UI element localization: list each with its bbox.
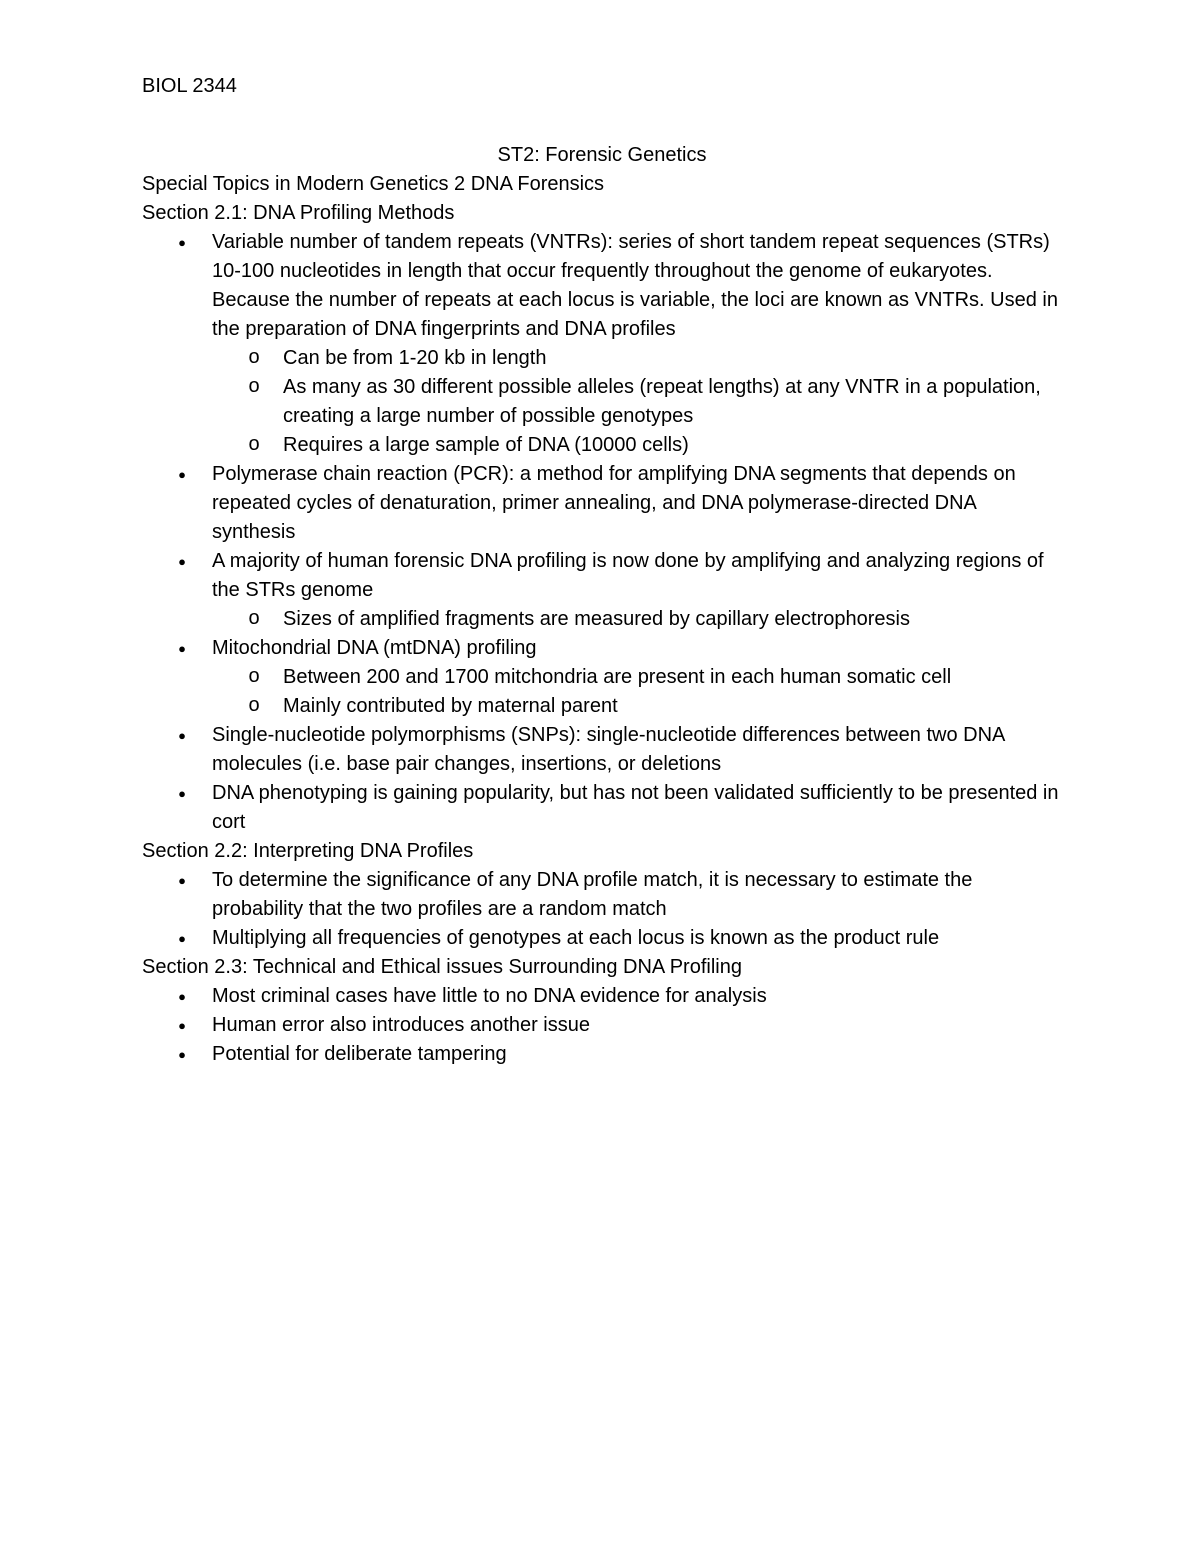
list-item-text: Variable number of tandem repeats (VNTRs): series of short tandem repeat sequences (STRs) 10-100 nucleotides in length that occur frequently throughout the genome of eukaryotes. Because the number of repeats at each locus is variable, the loci are known as VNTRs. Used in the preparation of DNA fingerprints and DNA profiles — [212, 231, 1058, 340]
bullet-icon: ● — [178, 931, 186, 946]
hollow-bullet-icon: o — [248, 694, 260, 716]
sub-list-item-text: As many as 30 different possible alleles (repeat lengths) at any VNTR in a population, creating a large number of possible genotypes — [283, 376, 1041, 427]
list-item-text: Polymerase chain reaction (PCR): a method for amplifying DNA segments that depends on repeated cycles of denaturation, primer annealing, and DNA polymerase-directed DNA synthesis — [212, 463, 1016, 543]
bullet-list — [142, 982, 1062, 1069]
document-subtitle: Special Topics in Modern Genetics 2 DNA Forensics — [142, 173, 605, 195]
sub-list-item — [248, 692, 1062, 721]
hollow-bullet-icon: o — [248, 607, 260, 629]
hollow-bullet-icon: o — [248, 375, 260, 397]
hollow-bullet-icon: o — [248, 433, 260, 455]
list-item — [178, 779, 1062, 837]
sub-list-item-text: Sizes of amplified fragments are measured by capillary electrophoresis — [283, 608, 910, 630]
hollow-bullet-icon: o — [248, 665, 260, 687]
bullet-icon: ● — [178, 467, 186, 482]
sub-list-item-text: Can be from 1-20 kb in length — [283, 347, 547, 369]
list-item-text: To determine the significance of any DNA profile match, it is necessary to estimate the probability that the two profiles are a random match — [212, 869, 973, 920]
list-item — [178, 721, 1062, 779]
bullet-icon: ● — [178, 1018, 186, 1033]
list-item-text: Multiplying all frequencies of genotypes at each locus is known as the product rule — [212, 927, 940, 949]
sub-list-item-text: Requires a large sample of DNA (10000 cells) — [283, 434, 689, 456]
document-title: ST2: Forensic Genetics — [497, 144, 707, 166]
bullet-icon: ● — [178, 235, 186, 250]
list-item-text: Most criminal cases have little to no DNA evidence for analysis — [212, 985, 767, 1007]
list-item — [178, 866, 1062, 924]
sub-list-item — [248, 431, 1062, 460]
list-item — [178, 924, 1062, 953]
sub-list-item — [248, 344, 1062, 373]
bullet-icon: ● — [178, 989, 186, 1004]
bullet-icon: ● — [178, 786, 186, 801]
list-item-text: Single-nucleotide polymorphisms (SNPs): single-nucleotide differences between two DNA molecules (i.e. base pair changes, insertions, or deletions — [212, 724, 1005, 775]
bullet-icon: ● — [178, 873, 186, 888]
sub-bullet-list — [212, 605, 1062, 634]
list-item — [178, 982, 1062, 1011]
list-item-text: Human error also introduces another issue — [212, 1014, 590, 1036]
sub-bullet-list — [212, 344, 1062, 460]
list-item — [178, 634, 1062, 663]
list-item — [178, 228, 1062, 344]
list-item-text: DNA phenotyping is gaining popularity, but has not been validated sufficiently to be presented in cort — [212, 782, 1059, 833]
sub-bullet-list — [212, 663, 1062, 721]
sections-container — [142, 199, 1062, 1069]
sub-list-item — [248, 373, 1062, 431]
sub-list-item — [248, 605, 1062, 634]
bullet-list — [142, 228, 1062, 837]
sub-list-item — [248, 663, 1062, 692]
bullet-icon: ● — [178, 641, 186, 656]
list-item-text: A majority of human forensic DNA profiling is now done by amplifying and analyzing regions of the STRs genome — [212, 550, 1044, 601]
bullet-icon: ● — [178, 728, 186, 743]
bullet-icon: ● — [178, 554, 186, 569]
list-item — [178, 460, 1062, 547]
bullet-list — [142, 866, 1062, 953]
sub-list-item-text: Mainly contributed by maternal parent — [283, 695, 618, 717]
section-heading: Section 2.2: Interpreting DNA Profiles — [142, 840, 474, 862]
course-header: BIOL 2344 — [142, 75, 237, 97]
list-item-text: Potential for deliberate tampering — [212, 1043, 507, 1065]
section-heading: Section 2.3: Technical and Ethical issues Surrounding DNA Profiling — [142, 956, 742, 978]
list-item-text: Mitochondrial DNA (mtDNA) profiling — [212, 637, 537, 659]
document-body — [142, 141, 1062, 1069]
list-item — [178, 1040, 1062, 1069]
list-item — [178, 1011, 1062, 1040]
list-item — [178, 547, 1062, 605]
sub-list-item-text: Between 200 and 1700 mitchondria are present in each human somatic cell — [283, 666, 952, 688]
hollow-bullet-icon: o — [248, 346, 260, 368]
section-heading: Section 2.1: DNA Profiling Methods — [142, 202, 455, 224]
bullet-icon: ● — [178, 1047, 186, 1062]
